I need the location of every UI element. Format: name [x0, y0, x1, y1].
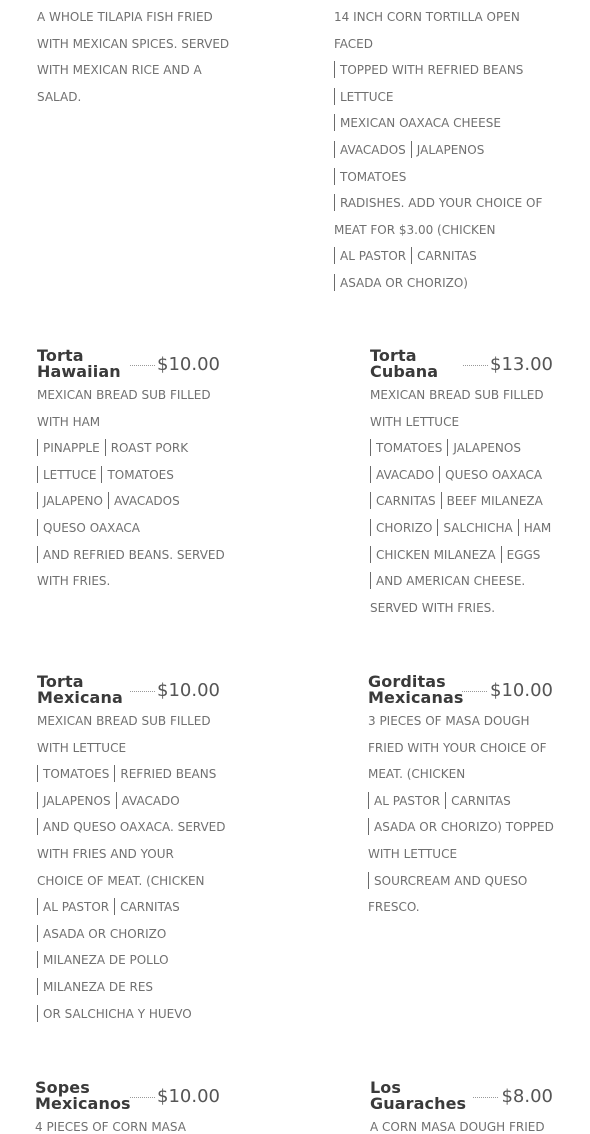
menu-item-torta-mexicana — [37, 672, 226, 1027]
description-line — [37, 515, 220, 542]
item-header — [370, 1080, 553, 1114]
description-line — [334, 190, 549, 217]
item-price: $10.00 — [157, 354, 220, 375]
item-description — [37, 4, 230, 110]
description-line — [334, 110, 549, 137]
description-line — [37, 568, 220, 595]
ingredient-text: MEXICAN BREAD SUB FILLED — [37, 714, 211, 728]
ingredient-text: TOMATOES — [43, 767, 110, 782]
ingredient-text: AL PASTOR — [340, 249, 407, 264]
ingredient-text: WITH MEXICAN RICE AND A — [37, 63, 202, 78]
item-description — [368, 708, 553, 921]
ingredient-text: FRIED WITH YOUR CHOICE OF — [368, 740, 547, 755]
item-name-line: Torta — [37, 672, 84, 691]
ingredient-text: WITH MEXICAN SPICES. SERVED — [37, 36, 230, 51]
item-name-line: Torta — [370, 346, 417, 365]
ingredient-text: QUESO OAXACA — [43, 520, 140, 535]
ingredient-text: OR SALCHICHA Y HUEVO — [43, 1006, 192, 1021]
item-name-line: Los — [370, 1078, 402, 1097]
item-name-line: Sopes — [35, 1078, 90, 1097]
description-line — [370, 595, 553, 622]
dotted-leader — [130, 1097, 155, 1098]
description-line — [334, 217, 549, 244]
item-description — [37, 382, 225, 595]
ingredient-text: MEXICAN OAXACA CHEESE — [340, 116, 501, 131]
item-price: $10.00 — [157, 680, 220, 701]
ingredient-text: MEAT FOR $3.00 (CHICKEN — [334, 222, 496, 237]
dotted-leader — [130, 365, 155, 366]
ingredient-text: SERVED WITH FRIES. — [370, 600, 496, 615]
ingredient-text: AND REFRIED BEANS. SERVED — [43, 547, 225, 562]
ingredient-text: RADISHES. ADD YOUR CHOICE OF — [340, 196, 543, 211]
description-line — [368, 735, 553, 762]
item-header — [370, 348, 553, 382]
description-line — [37, 31, 230, 58]
ingredient-text: MEXICAN BREAD SUB FILLED — [37, 388, 211, 402]
ingredient-text: ASADA OR CHORIZO) — [340, 275, 468, 290]
description-line — [370, 409, 553, 436]
item-name — [37, 348, 121, 380]
item-name — [370, 1080, 466, 1112]
description-line — [370, 462, 553, 489]
ingredient-text: AVACADO — [111, 794, 180, 808]
ingredient-text: MILANEZA DE RES — [43, 979, 154, 994]
ingredient-text: CHICKEN MILANEZA — [376, 547, 496, 562]
description-line — [37, 4, 223, 31]
item-header — [368, 674, 553, 708]
description-line — [370, 515, 553, 542]
description-line — [334, 4, 549, 31]
item-header — [37, 674, 220, 708]
description-line — [334, 57, 549, 84]
ingredient-text: WITH FRIES. — [37, 574, 111, 589]
ingredient-text: QUESO OAXACA — [434, 468, 542, 482]
ingredient-text: TOMATOES — [376, 441, 443, 456]
dotted-leader — [462, 691, 487, 692]
description-line — [368, 841, 553, 868]
ingredient-text: MEAT. (CHICKEN — [368, 767, 466, 782]
ingredient-text: CARNITAS — [376, 494, 436, 509]
dotted-leader — [463, 365, 488, 366]
description-line — [37, 868, 220, 895]
item-price: $8.00 — [501, 1086, 553, 1107]
description-line — [37, 788, 220, 815]
description-line — [35, 1114, 220, 1134]
ingredient-text: FACED — [334, 36, 373, 51]
ingredient-text: AVACADOS — [103, 494, 180, 508]
ingredient-text: TOMATOES — [340, 169, 407, 184]
item-name-line: Mexicanos — [35, 1094, 131, 1113]
ingredient-text: AND QUESO OAXACA. SERVED — [43, 820, 226, 835]
description-line — [370, 435, 553, 462]
ingredient-text: AVACADOS — [340, 142, 406, 157]
ingredient-text: A WHOLE TILAPIA FISH FRIED — [37, 10, 213, 24]
description-line — [37, 814, 226, 841]
item-name-line: Gorditas — [368, 672, 446, 691]
description-line — [368, 708, 553, 735]
ingredient-text: ASADA OR CHORIZO) TOPPED — [374, 820, 554, 835]
ingredient-text: JALAPENOS — [43, 793, 111, 808]
dotted-leader — [130, 691, 155, 692]
ingredient-text: ROAST PORK — [100, 441, 188, 455]
description-line — [368, 761, 553, 788]
description-line — [334, 137, 549, 164]
description-line — [37, 435, 220, 462]
ingredient-text: 3 PIECES OF MASA DOUGH — [368, 714, 530, 728]
description-line — [370, 568, 553, 595]
ingredient-text: MILANEZA DE POLLO — [43, 953, 169, 968]
description-line — [37, 488, 220, 515]
item-name — [35, 1080, 131, 1112]
description-line — [334, 84, 549, 111]
description-line — [37, 735, 220, 762]
description-line — [370, 1114, 553, 1134]
ingredient-text: CARNITAS — [406, 249, 477, 263]
description-line — [37, 974, 220, 1001]
ingredient-text: HAM — [513, 521, 552, 535]
ingredient-text: FRESCO. — [368, 900, 420, 915]
menu-item-gorditas-mexicanas — [368, 674, 553, 921]
ingredient-text: WITH LETTUCE — [37, 740, 127, 755]
ingredient-text: JALAPENOS — [406, 143, 485, 157]
description-line — [37, 708, 220, 735]
description-line — [370, 488, 553, 515]
item-name-line: Cubana — [370, 362, 439, 381]
description-line — [37, 894, 220, 921]
ingredient-text: TOMATOES — [96, 468, 173, 482]
item-name-line: Hawaiian — [37, 362, 121, 381]
item-name — [37, 674, 123, 706]
item-description — [35, 1114, 220, 1134]
ingredient-text: 4 PIECES OF CORN MASA — [35, 1120, 186, 1134]
ingredient-text: LETTUCE — [43, 467, 97, 482]
description-line — [37, 409, 220, 436]
description-line — [334, 270, 549, 297]
item-description — [37, 708, 226, 1027]
ingredient-text: REFRIED BEANS — [109, 767, 216, 781]
menu-item-los-guaraches — [370, 1080, 553, 1134]
ingredient-text: A CORN MASA DOUGH FRIED — [370, 1120, 545, 1134]
description-line — [368, 788, 553, 815]
item-price: $10.00 — [157, 1086, 220, 1107]
description-line — [37, 1001, 220, 1028]
description-line — [370, 382, 553, 409]
description-line — [37, 542, 225, 569]
item-name — [370, 348, 438, 380]
description-line — [37, 57, 223, 84]
description-line — [368, 814, 553, 841]
item-name-line: Guaraches — [370, 1094, 467, 1113]
item-name-line: Mexicana — [37, 688, 123, 707]
ingredient-text: WITH FRIES AND YOUR — [37, 846, 174, 861]
description-line — [37, 761, 220, 788]
description-line — [37, 382, 220, 409]
item-description — [370, 382, 553, 621]
description-line — [334, 31, 549, 58]
description-line — [334, 164, 549, 191]
item-header — [37, 348, 220, 382]
ingredient-text: PINAPPLE — [43, 441, 100, 456]
ingredient-text: MEXICAN BREAD SUB FILLED — [370, 388, 544, 402]
ingredient-text: CHORIZO — [376, 520, 433, 535]
ingredient-text: EGGS — [496, 548, 541, 562]
menu-item-torta-hawaiian — [37, 346, 225, 595]
ingredient-text: AL PASTOR — [43, 900, 110, 915]
ingredient-text: TOPPED WITH REFRIED BEANS — [340, 63, 524, 78]
ingredient-text: AL PASTOR — [374, 793, 441, 808]
description-line — [368, 868, 553, 895]
ingredient-text: WITH HAM — [37, 414, 101, 429]
description-line — [370, 542, 553, 569]
description-line — [37, 462, 220, 489]
ingredient-text: WITH LETTUCE — [370, 414, 460, 429]
menu-item-tlayuda — [334, 4, 549, 297]
ingredient-text: SALAD. — [37, 89, 82, 104]
ingredient-text: AND AMERICAN CHEESE. — [376, 574, 526, 589]
ingredient-text: CARNITAS — [440, 794, 511, 808]
item-description — [334, 4, 549, 297]
ingredient-text: 14 INCH CORN TORTILLA OPEN — [334, 10, 520, 24]
item-description — [370, 1114, 553, 1134]
menu-item-sopes-mexicanos — [35, 1080, 220, 1134]
description-line — [37, 921, 220, 948]
ingredient-text: SOURCREAM AND QUESO — [374, 873, 528, 888]
description-line — [37, 84, 223, 111]
item-name-line: Mexicanas — [368, 688, 464, 707]
ingredient-text: ASADA OR CHORIZO — [43, 926, 167, 941]
dotted-leader — [473, 1097, 498, 1098]
ingredient-text: LETTUCE — [340, 89, 394, 104]
item-price: $13.00 — [490, 354, 553, 375]
description-line — [334, 243, 549, 270]
ingredient-text: AVACADO — [376, 467, 435, 482]
item-name-line: Torta — [37, 346, 84, 365]
ingredient-text: CHOICE OF MEAT. (CHICKEN — [37, 873, 205, 888]
description-line — [37, 841, 220, 868]
menu-item-torta-cubana — [370, 348, 553, 621]
ingredient-text: BEEF MILANEZA — [436, 494, 543, 508]
ingredient-text: JALAPENO — [43, 494, 103, 509]
item-name — [368, 674, 463, 706]
item-header — [35, 1080, 220, 1114]
description-line — [368, 894, 553, 921]
menu-item-tilapia — [37, 4, 230, 110]
ingredient-text: JALAPENOS — [442, 441, 521, 455]
ingredient-text: SALCHICHA — [432, 521, 512, 535]
item-price: $10.00 — [490, 680, 553, 701]
description-line — [37, 947, 220, 974]
ingredient-text: CARNITAS — [109, 900, 180, 914]
ingredient-text: WITH LETTUCE — [368, 846, 458, 861]
